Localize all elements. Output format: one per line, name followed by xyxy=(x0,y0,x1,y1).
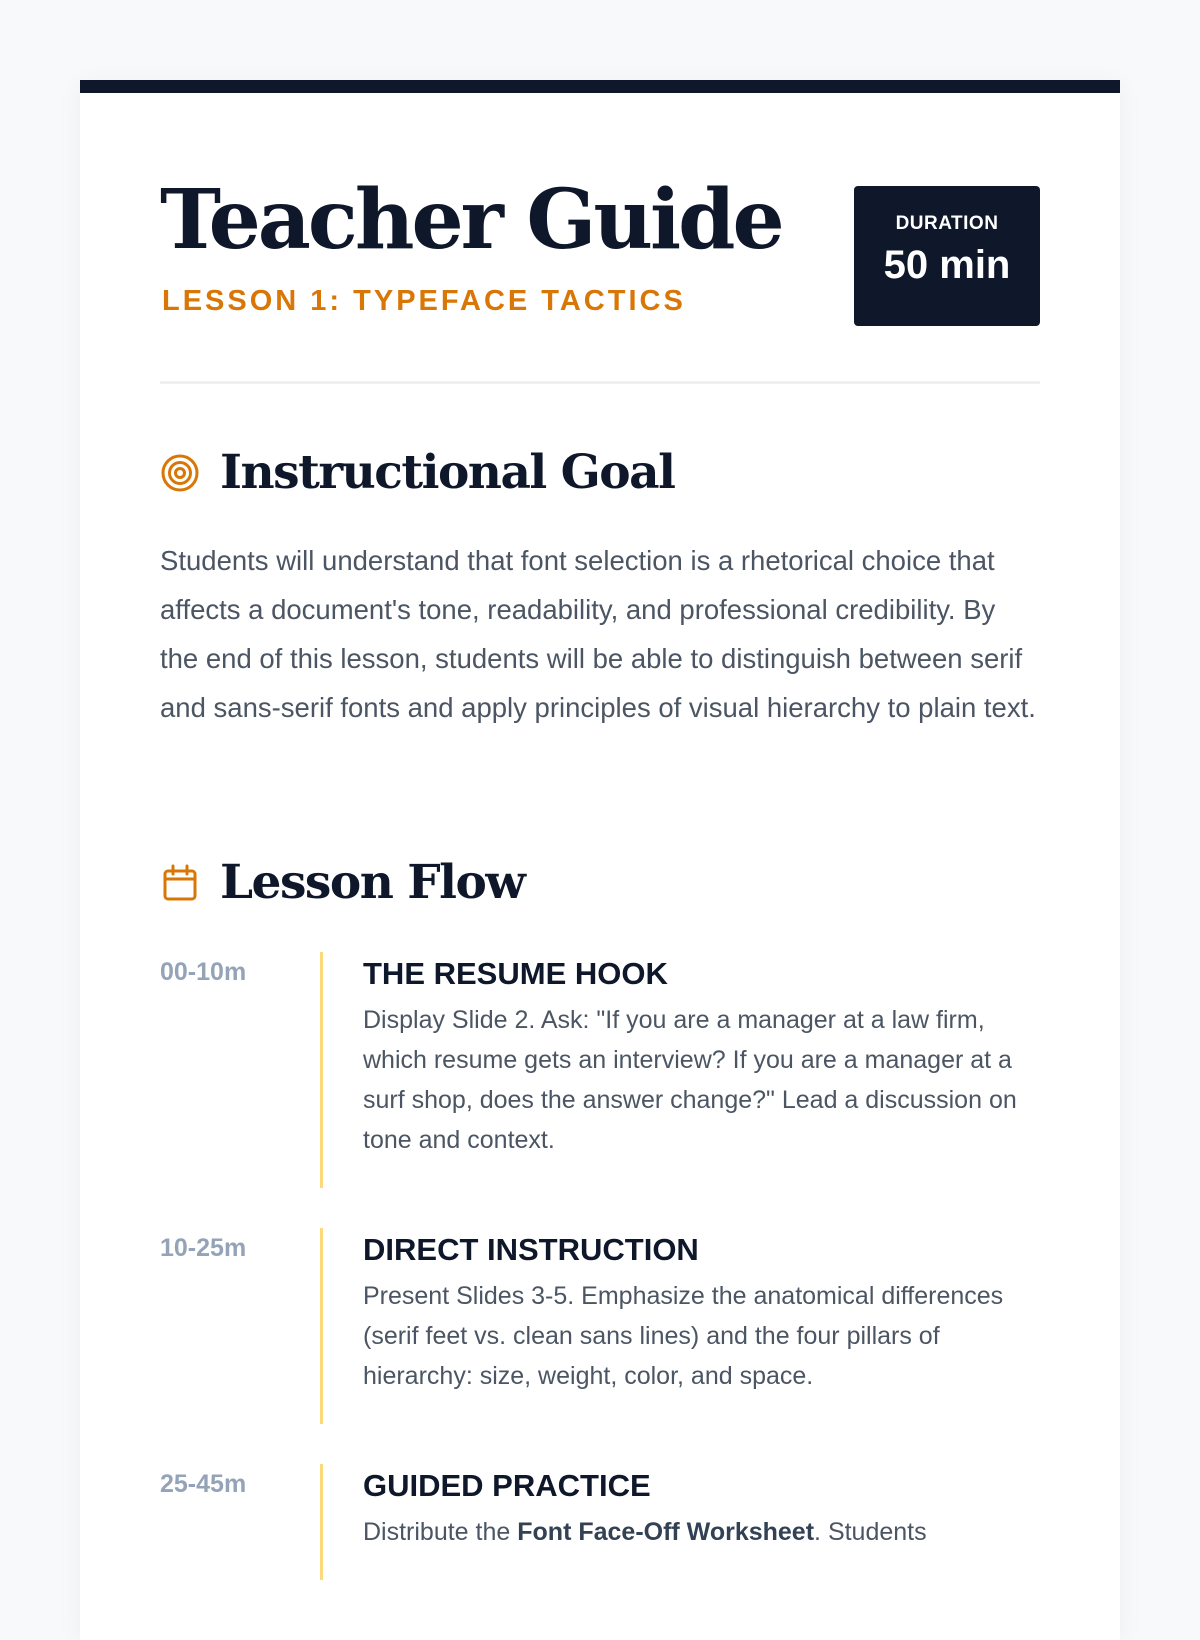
teacher-guide-card xyxy=(80,80,1120,1640)
calendar-icon xyxy=(160,863,200,903)
duration-label: DURATION xyxy=(895,213,999,234)
flow-body xyxy=(320,1228,1040,1424)
flow-heading xyxy=(160,855,1040,910)
flow-desc-text: . Students xyxy=(814,1518,927,1546)
goal-title: Instructional Goal xyxy=(220,445,675,500)
flow-item-desc: Present Slides 3-5. Emphasize the anatomical differences (serif feet vs. clean sans lines) and the four pillars of hierarchy: size, weight, color, and space. xyxy=(363,1282,1004,1390)
duration-badge xyxy=(854,186,1040,326)
lesson-flow-section xyxy=(160,855,1040,1620)
card-content xyxy=(80,93,1120,384)
flow-title: Lesson Flow xyxy=(220,855,525,910)
flow-item-desc: Display Slide 2. Ask: "If you are a manager at a law firm, which resume gets an interview? If you are a manager at a surf shop, does the answer change?" Lead a discussion on tone and context. xyxy=(363,1006,1017,1154)
goal-text: Students will understand that font selection is a rhetorical choice that affects a document's tone, readability, and professional credibility. By the end of this lesson, students will be able to distinguish between serif and sans-serif fonts and apply principles of visual hierarchy to plain text. xyxy=(160,545,1036,723)
duration-value: 50 min xyxy=(883,243,1011,287)
goal-heading xyxy=(160,445,1040,500)
instructional-goal-section xyxy=(160,445,1040,732)
flow-item-title: DIRECT INSTRUCTION xyxy=(363,1232,699,1267)
target-icon xyxy=(160,453,200,493)
flow-item-desc xyxy=(363,1512,1040,1552)
worksheet-name: Font Face-Off Worksheet xyxy=(517,1518,815,1546)
page-title: Teacher Guide xyxy=(160,172,782,268)
flow-time: 25-45m xyxy=(160,1470,247,1498)
card-top-bar xyxy=(80,80,1120,93)
flow-body xyxy=(320,1464,1040,1580)
flow-body xyxy=(320,952,1040,1188)
flow-time: 00-10m xyxy=(160,958,247,986)
flow-list xyxy=(160,952,1040,1580)
flow-desc-text: Distribute the xyxy=(363,1518,518,1546)
flow-item xyxy=(160,1464,1040,1580)
flow-item-title: THE RESUME HOOK xyxy=(363,956,668,991)
flow-item xyxy=(160,1228,1040,1424)
flow-time: 10-25m xyxy=(160,1234,247,1262)
guide-header xyxy=(160,93,1040,384)
flow-item xyxy=(160,952,1040,1188)
lesson-subtitle: LESSON 1: TYPEFACE TACTICS xyxy=(162,285,686,317)
flow-item-title: GUIDED PRACTICE xyxy=(363,1468,651,1503)
